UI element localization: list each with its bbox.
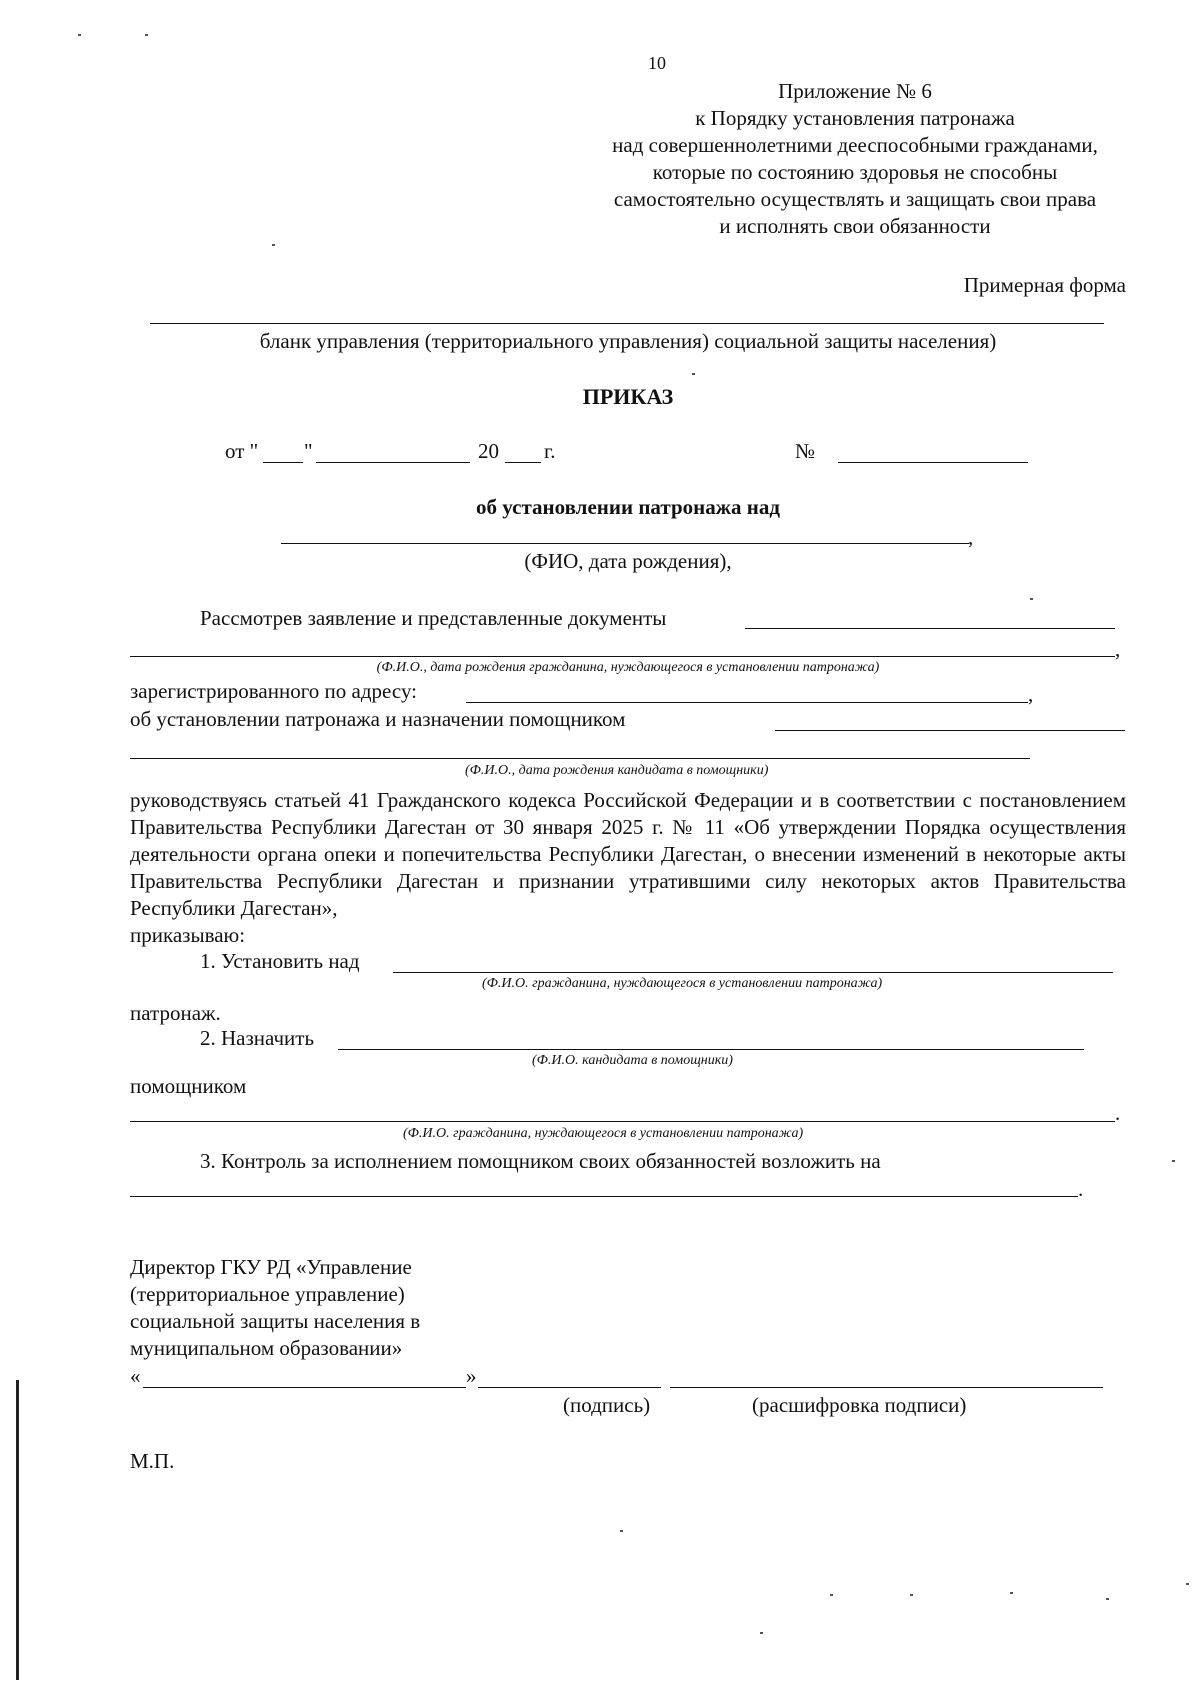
scan-dot bbox=[1010, 1592, 1013, 1594]
director-line: (территориальное управление) bbox=[130, 1282, 405, 1306]
decode-hint: (расшифровка подписи) bbox=[752, 1393, 967, 1417]
scan-dot bbox=[760, 1632, 763, 1634]
registered-label: зарегистрированного по адресу: bbox=[130, 679, 417, 703]
item-2-field[interactable] bbox=[338, 1049, 1084, 1050]
main-paragraph: руководствуясь статьей 41 Гражданского кодекса Российской Федерации и в соответствии с постановлением Правительства Республики Дагестан от 30 января 2025 г. № 11 «Об утверждении Порядка осуществления деятельности органа опеки и попечительства Республики Дагестан, о внесении изменений в некоторые акты Правительства Республики Дагестан и признании утратившими силу некоторых актов Правительства Республики Дагестан», bbox=[130, 788, 1126, 920]
order-subject: об установлении патронажа над bbox=[476, 495, 780, 519]
item-1-field[interactable] bbox=[393, 972, 1113, 973]
appendix-line: и исполнять свои обязанности bbox=[719, 214, 991, 238]
item-1-tail: патронаж. bbox=[130, 1001, 221, 1025]
order-title: ПРИКАЗ bbox=[582, 384, 674, 409]
candidate-field-2[interactable] bbox=[130, 758, 1030, 759]
item-2-hint-2: (Ф.И.О. гражданина, нуждающегося в установлении патронажа) bbox=[403, 1126, 804, 1141]
item-2-tail: помощником bbox=[130, 1074, 247, 1098]
appoint-line: об установлении патронажа и назначении помощником bbox=[130, 707, 626, 731]
date-year-suffix: г. bbox=[544, 439, 556, 463]
date-quote-close: " bbox=[304, 439, 313, 463]
order-number-field[interactable] bbox=[838, 462, 1028, 463]
sample-form-label: Примерная форма bbox=[963, 273, 1126, 297]
quote-close: » bbox=[466, 1364, 477, 1388]
item-1-label: 1. Установить над bbox=[200, 949, 360, 973]
item-2-label: 2. Назначить bbox=[200, 1026, 315, 1050]
director-line: социальной защиты населения в bbox=[130, 1309, 421, 1333]
item-3-field[interactable] bbox=[130, 1196, 1078, 1197]
date-day-field[interactable] bbox=[263, 462, 303, 463]
appendix-line: к Порядку установления патронажа bbox=[695, 106, 1015, 130]
scan-dot bbox=[692, 373, 695, 375]
scan-dot bbox=[78, 34, 81, 36]
address-field[interactable] bbox=[466, 702, 1028, 703]
scan-edge-mark bbox=[16, 1380, 19, 1680]
scan-dot bbox=[1172, 1160, 1175, 1162]
scan-dot bbox=[1186, 1583, 1189, 1585]
letterhead-caption: бланк управления (территориального управления) социальной защиты населения) bbox=[259, 329, 997, 353]
scan-dot bbox=[830, 1594, 833, 1596]
item-1-hint: (Ф.И.О. гражданина, нуждающегося в установлении патронажа) bbox=[482, 976, 883, 991]
comma: , bbox=[1115, 637, 1121, 661]
comma: , bbox=[1028, 682, 1034, 706]
number-sign: № bbox=[795, 439, 816, 463]
appendix-line: над совершеннолетними дееспособными гражданами, bbox=[612, 133, 1098, 157]
documents-field[interactable] bbox=[745, 628, 1115, 629]
order-word: приказываю: bbox=[130, 923, 246, 947]
scan-dot bbox=[1030, 598, 1033, 600]
municipality-field[interactable] bbox=[143, 1387, 466, 1388]
quote-open: « bbox=[130, 1364, 141, 1388]
period: . bbox=[1115, 1101, 1121, 1125]
appendix-line: которые по состоянию здоровья не способны bbox=[652, 160, 1058, 184]
appendix-line: самостоятельно осуществлять и защищать свои права bbox=[613, 187, 1097, 211]
scan-dot bbox=[620, 1530, 623, 1532]
scan-dot bbox=[145, 34, 148, 36]
candidate-field-1[interactable] bbox=[775, 730, 1125, 731]
date-from-label: от " bbox=[225, 439, 259, 463]
sign-hint: (подпись) bbox=[563, 1393, 651, 1417]
page-number: 10 bbox=[648, 53, 666, 73]
date-month-field[interactable] bbox=[316, 462, 470, 463]
subject-hint: (ФИО, дата рождения), bbox=[524, 549, 732, 573]
period: . bbox=[1078, 1177, 1084, 1201]
date-year-prefix: 20 bbox=[478, 439, 499, 463]
letterhead-line bbox=[150, 323, 1104, 324]
signature-field[interactable] bbox=[478, 1387, 661, 1388]
item-3-text: 3. Контроль за исполнением помощником своих обязанностей возложить на bbox=[200, 1149, 881, 1173]
citizen-field[interactable] bbox=[130, 656, 1115, 657]
item-2-citizen-field[interactable] bbox=[130, 1121, 1115, 1122]
stamp-label: М.П. bbox=[130, 1449, 175, 1473]
considered-text: Рассмотрев заявление и представленные документы bbox=[200, 606, 667, 630]
signature-decode-field[interactable] bbox=[670, 1387, 1103, 1388]
hint-citizen: (Ф.И.О., дата рождения гражданина, нуждающегося в установлении патронажа) bbox=[376, 660, 880, 675]
hint-candidate: (Ф.И.О., дата рождения кандидата в помощники) bbox=[465, 763, 769, 778]
director-line: муниципальном образовании» bbox=[130, 1336, 403, 1360]
scan-dot bbox=[910, 1594, 913, 1596]
date-year-field[interactable] bbox=[505, 462, 541, 463]
director-line: Директор ГКУ РД «Управление bbox=[130, 1255, 412, 1279]
scan-dot bbox=[1106, 1598, 1109, 1600]
subject-person-field[interactable] bbox=[281, 543, 969, 544]
appendix-title: Приложение № 6 bbox=[778, 79, 932, 103]
scan-dot bbox=[272, 244, 275, 246]
subject-comma: , bbox=[968, 525, 974, 549]
item-2-hint: (Ф.И.О. кандидата в помощники) bbox=[532, 1053, 733, 1068]
